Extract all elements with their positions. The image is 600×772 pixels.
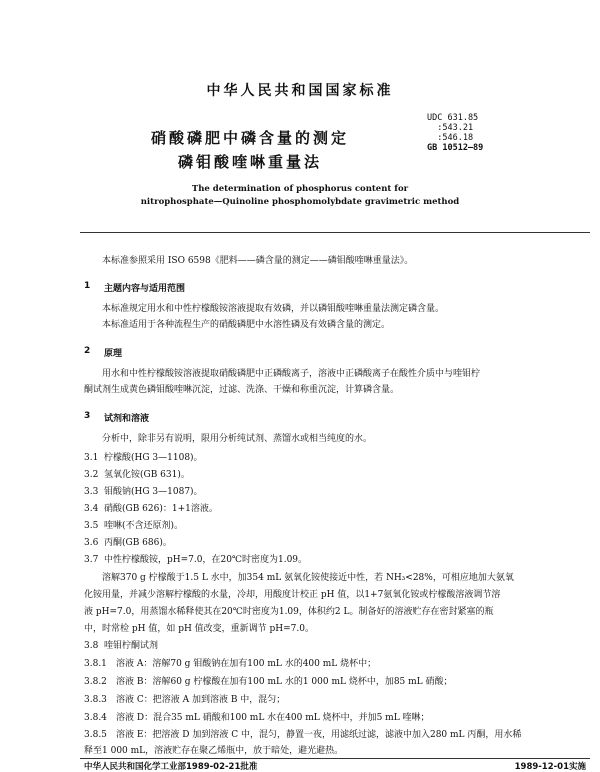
subitem-number: 3.8.2 (84, 677, 107, 687)
item-number: 3.6 (84, 538, 99, 548)
section-1-para-2: 本标准适用于各种流程生产的硝酸磷肥中水溶性磷及有效磷含量的测定。 (102, 320, 391, 330)
item-number: 3.8 (84, 641, 99, 651)
item-number: 3.7 (84, 555, 99, 565)
para-3-7-line4: 中，时常检 pH 值，如 pH 值改变，重新调节 pH=7.0。 (84, 624, 314, 634)
implementation-date: 1989-12-01实施 (514, 762, 586, 772)
subitem-number: 3.8.4 (84, 713, 107, 723)
udc-line: :543.21 (427, 123, 474, 133)
section-1-title: 主题内容与适用范围 (104, 284, 186, 294)
subitem-continuation: 释至1 000 mL，溶液贮存在聚乙烯瓶中，放于暗处，避光避热。 (84, 746, 344, 756)
item-number: 3.4 (84, 504, 99, 514)
item-text: 氢氧化铵(GB 631)。 (104, 470, 190, 480)
subitem-text: 溶液 D：混合35 mL 硝酸和100 mL 水在400 mL 烧杯中，并加5 mL 喹啉； (116, 713, 430, 723)
item-number: 3.2 (84, 470, 99, 480)
item-text: 喹啉(不含还原剂)。 (104, 521, 184, 531)
section-2-para-line2: 酮试剂生成黄色磷钼酸喹啉沉淀，过滤、洗涤、干燥和称重沉淀，计算磷含量。 (84, 385, 400, 395)
subitem-number: 3.8.3 (84, 695, 107, 705)
doc-title-line2: 磷钼酸喹啉重量法 (177, 153, 322, 171)
footer-divider (80, 758, 590, 759)
para-3-7-line3: 液 pH=7.0，用蒸馏水稀释使其在20℃时密度为1.09，体积约2 L。制备好的溶液贮存在密封紧塞的瓶 (84, 607, 494, 617)
section-2-title: 原理 (104, 349, 123, 359)
section-3-title: 试剂和溶液 (104, 414, 150, 424)
section-2-number: 2 (84, 346, 91, 356)
item-text: 钼酸钠(HG 3—1087)。 (104, 487, 203, 497)
para-3-7-line2: 化铵用量，并减少溶解柠檬酸的水量，冷却，用酸度计校正 pH 值，以1+7氨氧化铵或柠檬酸溶液调节溶 (84, 590, 501, 600)
item-number: 3.3 (84, 487, 99, 497)
section-1-para-1: 本标准规定用水和中性柠檬酸铵溶液提取有效磷，并以磷钼酸喹啉重量法测定磷含量。 (102, 304, 445, 314)
para-3-7-line1: 溶解370 g 柠檬酸于1.5 L 水中，加354 mL 氨氧化铵使接近中性，若 NH₃<28%，可相应地加大氨氧 (102, 573, 514, 583)
item-text: 中性柠檬酸铵，pH=7.0，在20℃时密度为1.09。 (104, 555, 308, 565)
item-number: 3.1 (84, 453, 99, 463)
header-divider (80, 232, 590, 233)
english-title-line1: The determination of phosphorus content for (191, 184, 409, 194)
subitem-number: 3.8.1 (84, 659, 107, 669)
subitem-text: 溶液 A：溶解70 g 钼酸钠在加有100 mL 水的400 mL 烧杯中； (116, 659, 377, 669)
item-text: 喹钼柠酮试剂 (104, 641, 159, 651)
english-title-line2: nitrophosphate—Quinoline phosphomolybdate gravimetric method (140, 197, 460, 207)
item-number: 3.5 (84, 521, 99, 531)
subitem-text: 溶液 B：溶解60 g 柠檬酸在加有100 mL 水的1 000 mL 烧杯中，加85 mL 硝酸； (116, 677, 453, 687)
item-text: 丙酮(GB 686)。 (104, 538, 172, 548)
approval-line: 中华人民共和国化学工业部1989-02-21批准 (84, 762, 258, 772)
section-3-number: 3 (84, 411, 91, 421)
udc-line: UDC 631.85 (427, 113, 479, 123)
section-2-para-line1: 用水和中性柠檬酸铵溶液提取硝酸磷肥中正磷酸离子，溶液中正磷酸离子在酸性介质中与喹钼柠 (102, 369, 481, 379)
intro-text: 本标准参照采用 ISO 6598《肥料——磷含量的测定——磷钼酸喹啉重量法》。 (102, 256, 414, 266)
section-3-para-1: 分析中，除非另有说明，限用分析纯试剂、蒸馏水或相当纯度的水。 (102, 434, 373, 444)
subitem-text: 溶液 E：把溶液 D 加到溶液 C 中，混匀，静置一夜，用滤纸过滤，滤液中加入280 mL 丙酮，用水稀 (116, 730, 522, 740)
udc-line: :546.18 (427, 133, 474, 143)
subitem-number: 3.8.5 (84, 730, 107, 740)
subitem-text: 溶液 C：把溶液 A 加到溶液 B 中，混匀； (116, 695, 286, 705)
doc-title-line1: 硝酸磷肥中磷含量的测定 (150, 129, 349, 147)
section-1-number: 1 (84, 281, 91, 291)
item-text: 硝酸(GB 626)：1+1溶液。 (104, 504, 218, 514)
item-text: 柠檬酸(HG 3—1108)。 (104, 453, 203, 463)
gb-number: GB 10512—89 (427, 143, 484, 153)
national-standard-heading: 中华人民共和国国家标准 (206, 83, 394, 99)
